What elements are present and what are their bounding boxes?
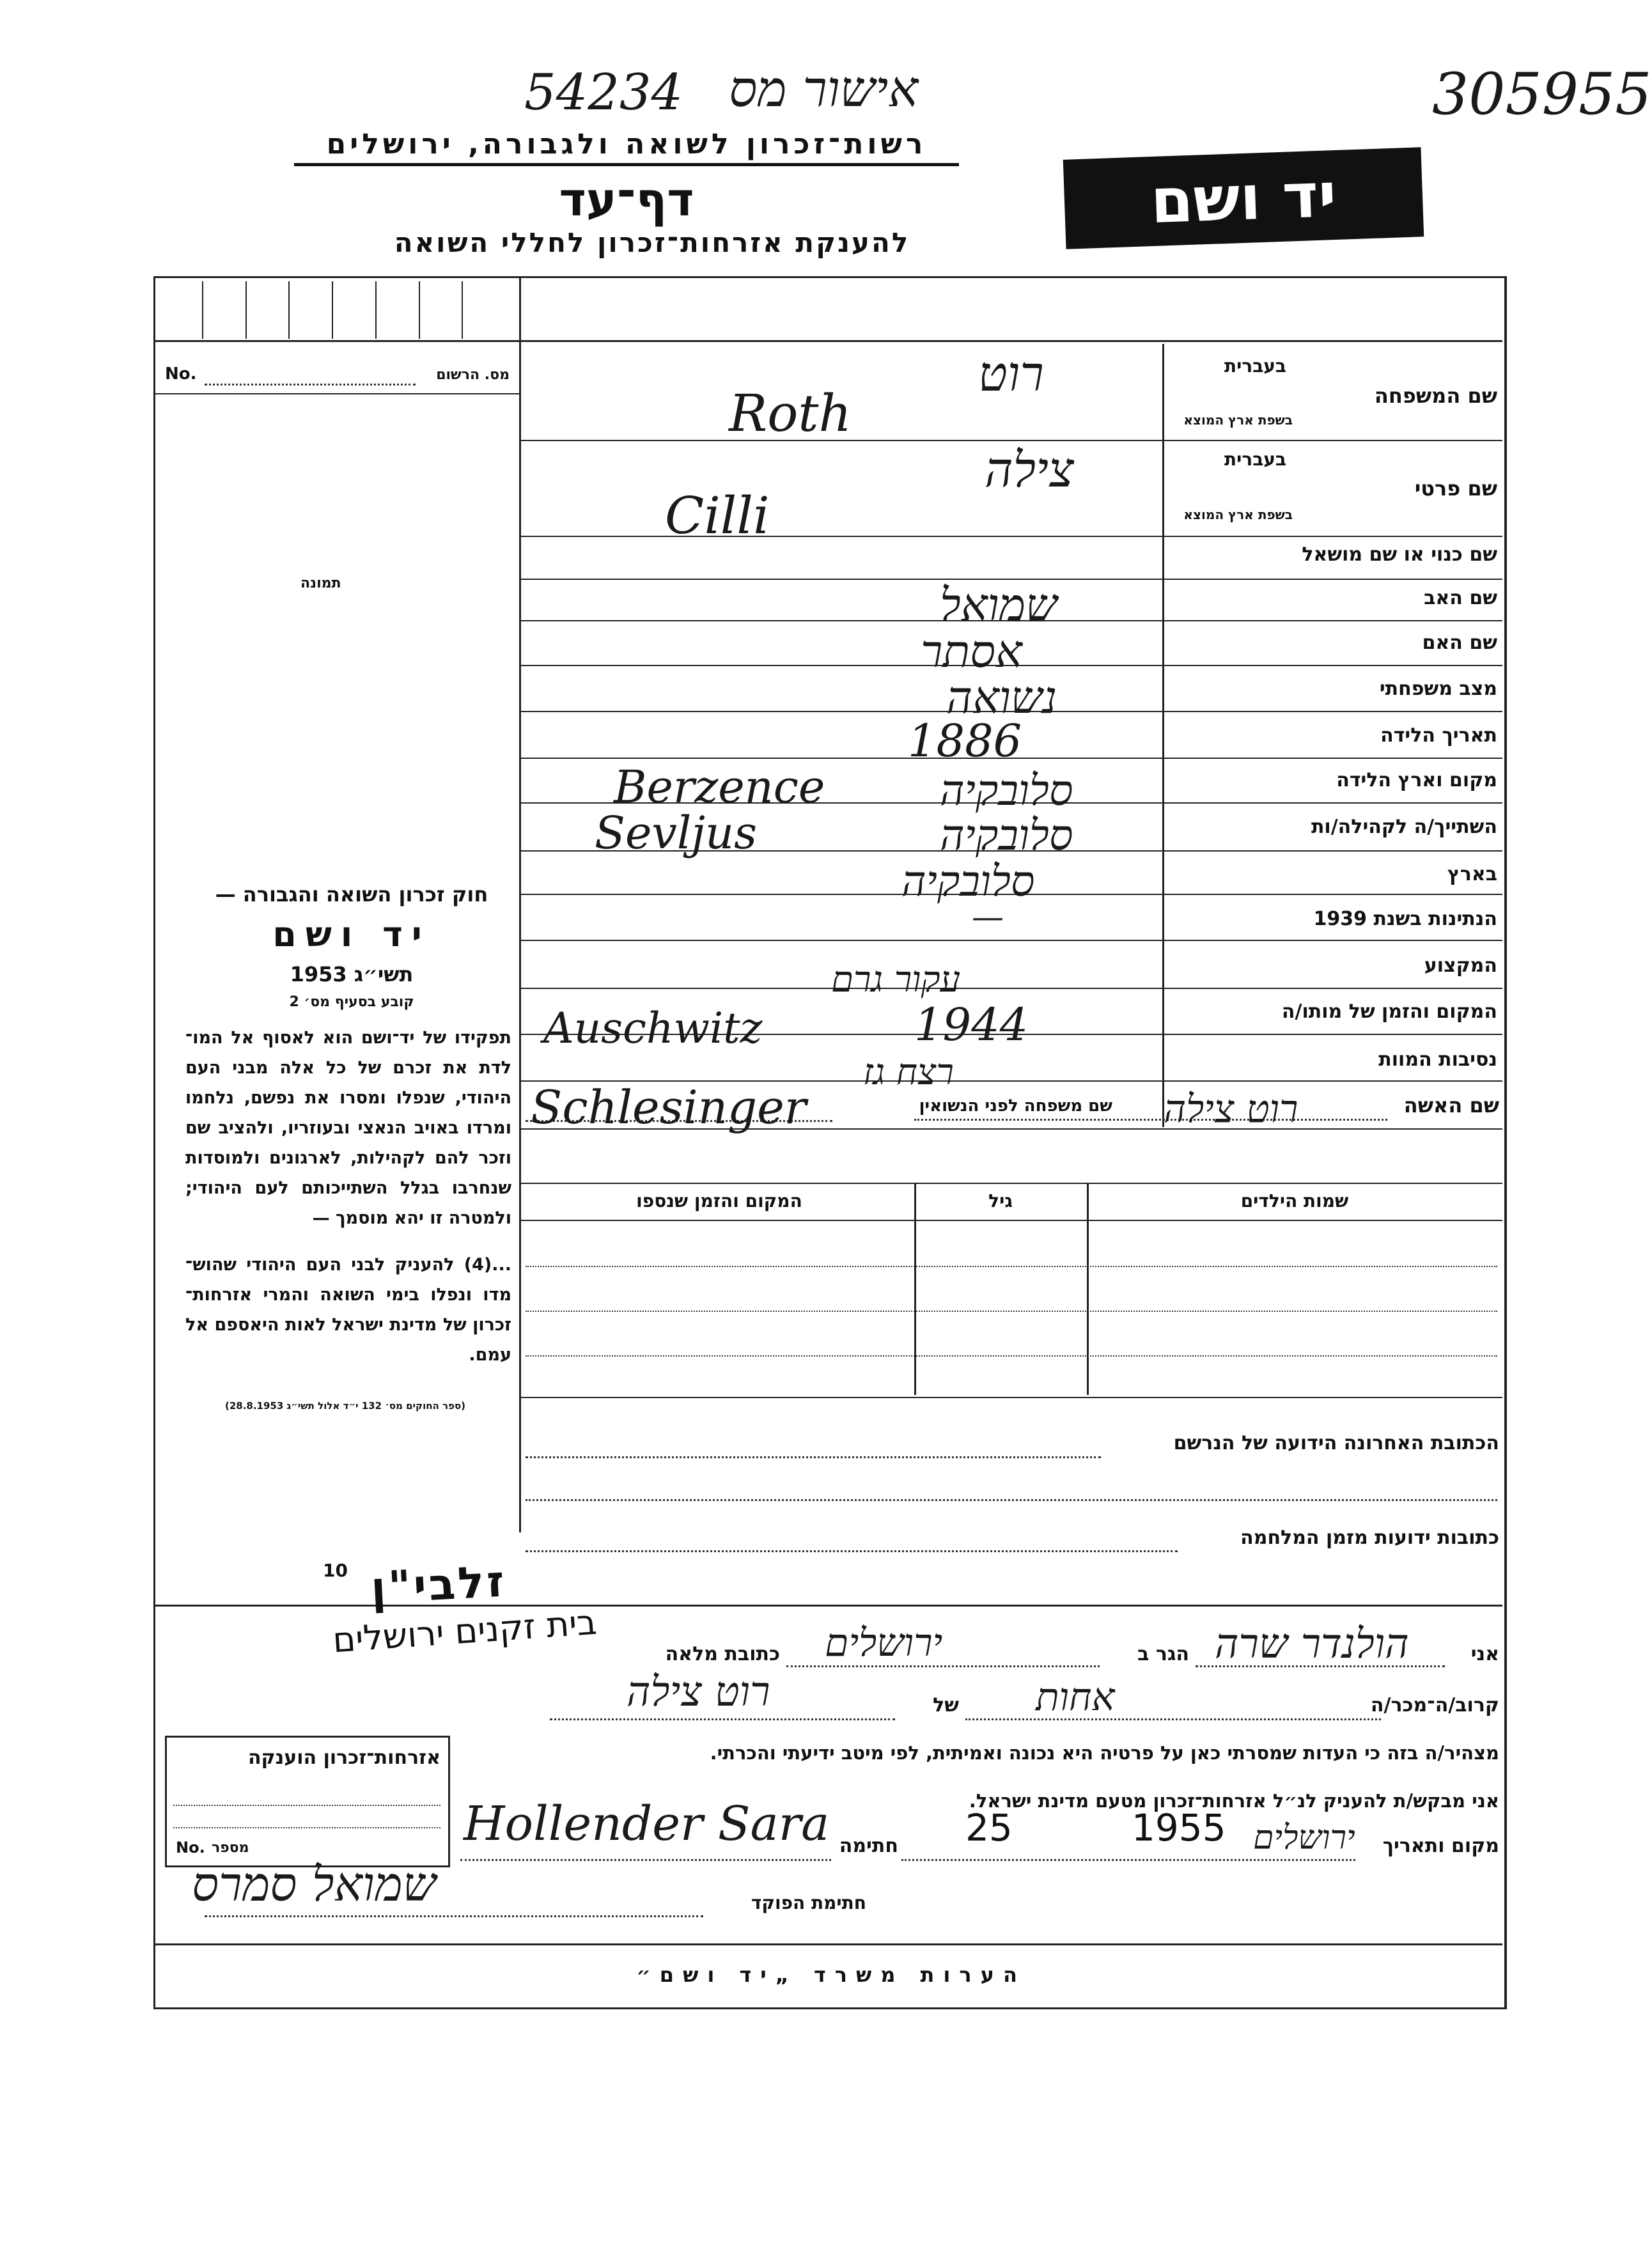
- declarant-address-label: כתובת מלאה: [665, 1643, 780, 1665]
- field-sub-origin-given-name: בשפת ארץ המוצא: [1183, 507, 1293, 522]
- field-value-citizenship-1939: —: [972, 898, 1004, 935]
- field-label-birth-date: תאריך הלידה: [1380, 724, 1497, 747]
- field-value-community: סלובקיה: [940, 811, 1073, 860]
- field-label-given-name: שם פרטי: [1414, 476, 1497, 501]
- field-label-death-place-time: המקום והזמן של מותו/ה: [1281, 1000, 1497, 1023]
- spouse-value: רוט צילה: [1164, 1087, 1298, 1132]
- declarant-relative-label: קרוב/ה־מכר/ה: [1370, 1694, 1499, 1717]
- spouse-maiden-label: שם משפחה לפני הנשואין: [919, 1096, 1112, 1116]
- field-value-death-year: 1944: [914, 999, 1029, 1051]
- field-value-death-place-latin: Auschwitz: [543, 1004, 763, 1053]
- declarant-relation: אחות: [1036, 1675, 1115, 1720]
- field-sub-hebrew-given-name: בעברית: [1224, 449, 1286, 470]
- declarant-of-label: של: [933, 1694, 959, 1717]
- clerk-signature-label: חתימת הפוקד: [751, 1892, 866, 1913]
- field-sub-origin-surname: בשפת ארץ המוצא: [1183, 412, 1293, 428]
- field-label-father: שם האב: [1424, 587, 1497, 609]
- form-subtitle: להענקת אזרחות־זכרון לחללי השואה: [394, 227, 910, 258]
- stamp-line-2: בית זקנים ירושלים: [331, 1601, 598, 1661]
- spouse-label: שם האשה: [1403, 1093, 1499, 1117]
- address-last-known-label: הכתובת האחרונה הידועה של הנרשם: [1173, 1432, 1499, 1454]
- declarant-i-label: אני: [1470, 1643, 1499, 1665]
- declarant-name: הולנדר שרה: [1215, 1621, 1409, 1668]
- declarant-city: ירושלים: [825, 1621, 943, 1665]
- approval-number: 54234: [524, 64, 683, 121]
- field-label-mother: שם האם: [1422, 632, 1497, 654]
- yad-vashem-logo: [1063, 147, 1424, 249]
- archive-number: 305955: [1432, 61, 1652, 128]
- law-clause: קובע בסעיף מס׳ 2: [289, 994, 414, 1010]
- children-col-place: המקום והזמן שנספו: [636, 1190, 802, 1211]
- field-value-birth-date: 1886: [908, 715, 1022, 767]
- clerk-signature-value: שמואל סמרס: [192, 1857, 437, 1912]
- logo-text: יד ושם: [1149, 159, 1338, 238]
- year-value: 1955: [1132, 1806, 1226, 1849]
- field-value-mother: אסתר: [921, 625, 1022, 678]
- registration-number-row: No. מס. הרשום: [160, 358, 515, 396]
- declarant-request: אני מבקש/ת להעניק לנ״ל אזרחות־זכרון מטעם מדינת ישראל.: [969, 1790, 1499, 1812]
- citizenship-box: [165, 1736, 450, 1867]
- field-value-community-latin: Sevljus: [595, 807, 758, 859]
- citizenship-no-label: No.: [176, 1839, 205, 1857]
- field-value-country: סלובקיה: [901, 857, 1035, 906]
- stamp-line-1: זלבי"ן: [370, 1556, 508, 1614]
- declarant-living-label: הגר ב: [1137, 1643, 1189, 1665]
- field-value-given-name-hebrew: צילה: [985, 441, 1074, 498]
- law-reference: (ספר החוקים מס׳ 132 י״ד אלול תשי״ג 28.8.1953): [224, 1400, 466, 1412]
- approval-label: אישור מס: [729, 61, 919, 118]
- field-sub-hebrew-surname: בעברית: [1224, 355, 1286, 377]
- field-value-surname-hebrew: רוט: [978, 345, 1044, 402]
- page-number: 10: [323, 1560, 348, 1581]
- law-text-2: ...(4) להעניק לבני העם היהודי שהוש־ מדו ונפלו בימי השואה והמרי אזרחות־ זכרון של מדינת ישראל לאות היאספם אל עמם.: [185, 1255, 511, 1365]
- office-boxes: [160, 281, 505, 339]
- field-label-surname: שם המשפחה: [1374, 384, 1497, 408]
- signature-label: חתימה: [839, 1835, 898, 1857]
- date-value: 25: [965, 1806, 1013, 1849]
- signature-value: Hollender Sara: [464, 1796, 830, 1851]
- field-label-nickname: שם כנוי או שם מושאל: [1302, 543, 1497, 566]
- field-value-death-circumstances: רצח גז: [863, 1052, 954, 1093]
- field-label-citizenship-1939: הנתינות בשנת 1939: [1313, 908, 1497, 930]
- children-col-names: שמות הילדים: [1240, 1190, 1349, 1211]
- photo-label: תמונה: [300, 575, 341, 591]
- field-value-marital-status: נשואה: [946, 671, 1057, 724]
- field-label-birth-place: מקום וארץ הלידה: [1336, 769, 1497, 791]
- children-col-age: גיל: [988, 1190, 1013, 1211]
- field-value-father: שמואל: [940, 579, 1057, 631]
- declarant-of-name: רוט צילה: [627, 1669, 770, 1716]
- address-wartime-label: כתובות ידועות מזמן המלחמה: [1240, 1527, 1499, 1549]
- spouse-maiden-value: Schlesinger: [531, 1080, 807, 1134]
- footer-notes: הערות משרד „יד ושם״: [636, 1963, 1026, 1987]
- declarant-declaration: מצהיר/ה בזה כי העדות שמסרתי כאן על פרטיה היא נכונה ואמיתית, לפי מיטב ידיעתי והכרתי.: [710, 1742, 1499, 1764]
- field-label-marital-status: מצב משפחתי: [1379, 678, 1497, 700]
- law-text-1: תפקידו של יד־ושם הוא לאסוף אל המו־ לדת את זכרם של כל אלה מבני העם היהודי, שנפלו ומסרו את נפשם, נלחמו ומרדו באויב הנאצי ובעוזריו, ולהציב שם וזכר להם לקהילות, לארגונים ולמוסדות שנחרבו בגלל השתייכותם לעם היהודי; ולמטרה זו יהא מוסמך —: [185, 1028, 511, 1228]
- authority-name: רשות־זכרון לשואה ולגבורה, ירושלים: [294, 128, 959, 166]
- field-value-surname-origin: Roth: [729, 384, 852, 443]
- field-value-death-extra: עקור גרם: [831, 959, 961, 1000]
- field-value-given-name-origin: Cilli: [665, 486, 770, 545]
- field-value-birth-place-latin: Berzence: [614, 761, 825, 813]
- place-value: ירושלים: [1253, 1819, 1355, 1857]
- place-date-label: מקום ותאריך: [1382, 1835, 1499, 1857]
- law-year: תשי״ג 1953: [290, 962, 414, 986]
- field-label-community: השתייך/ה לקהילה/ות: [1311, 816, 1497, 838]
- field-value-birth-place: סלובקיה: [940, 766, 1073, 815]
- citizenship-box-title: אזרחות־זכרון הוענקה: [247, 1747, 440, 1769]
- field-label-profession: המקצוע: [1424, 954, 1497, 977]
- law-title: חוק זכרון השואה והגבורה —: [215, 882, 488, 907]
- law-name: יד ושם: [272, 914, 431, 954]
- field-label-death-circumstances: נסיבות המוות: [1378, 1048, 1497, 1071]
- field-label-country: בארץ: [1447, 863, 1497, 885]
- form-title: דף־עד: [559, 173, 694, 226]
- citizenship-number-label: מספר: [212, 1840, 249, 1856]
